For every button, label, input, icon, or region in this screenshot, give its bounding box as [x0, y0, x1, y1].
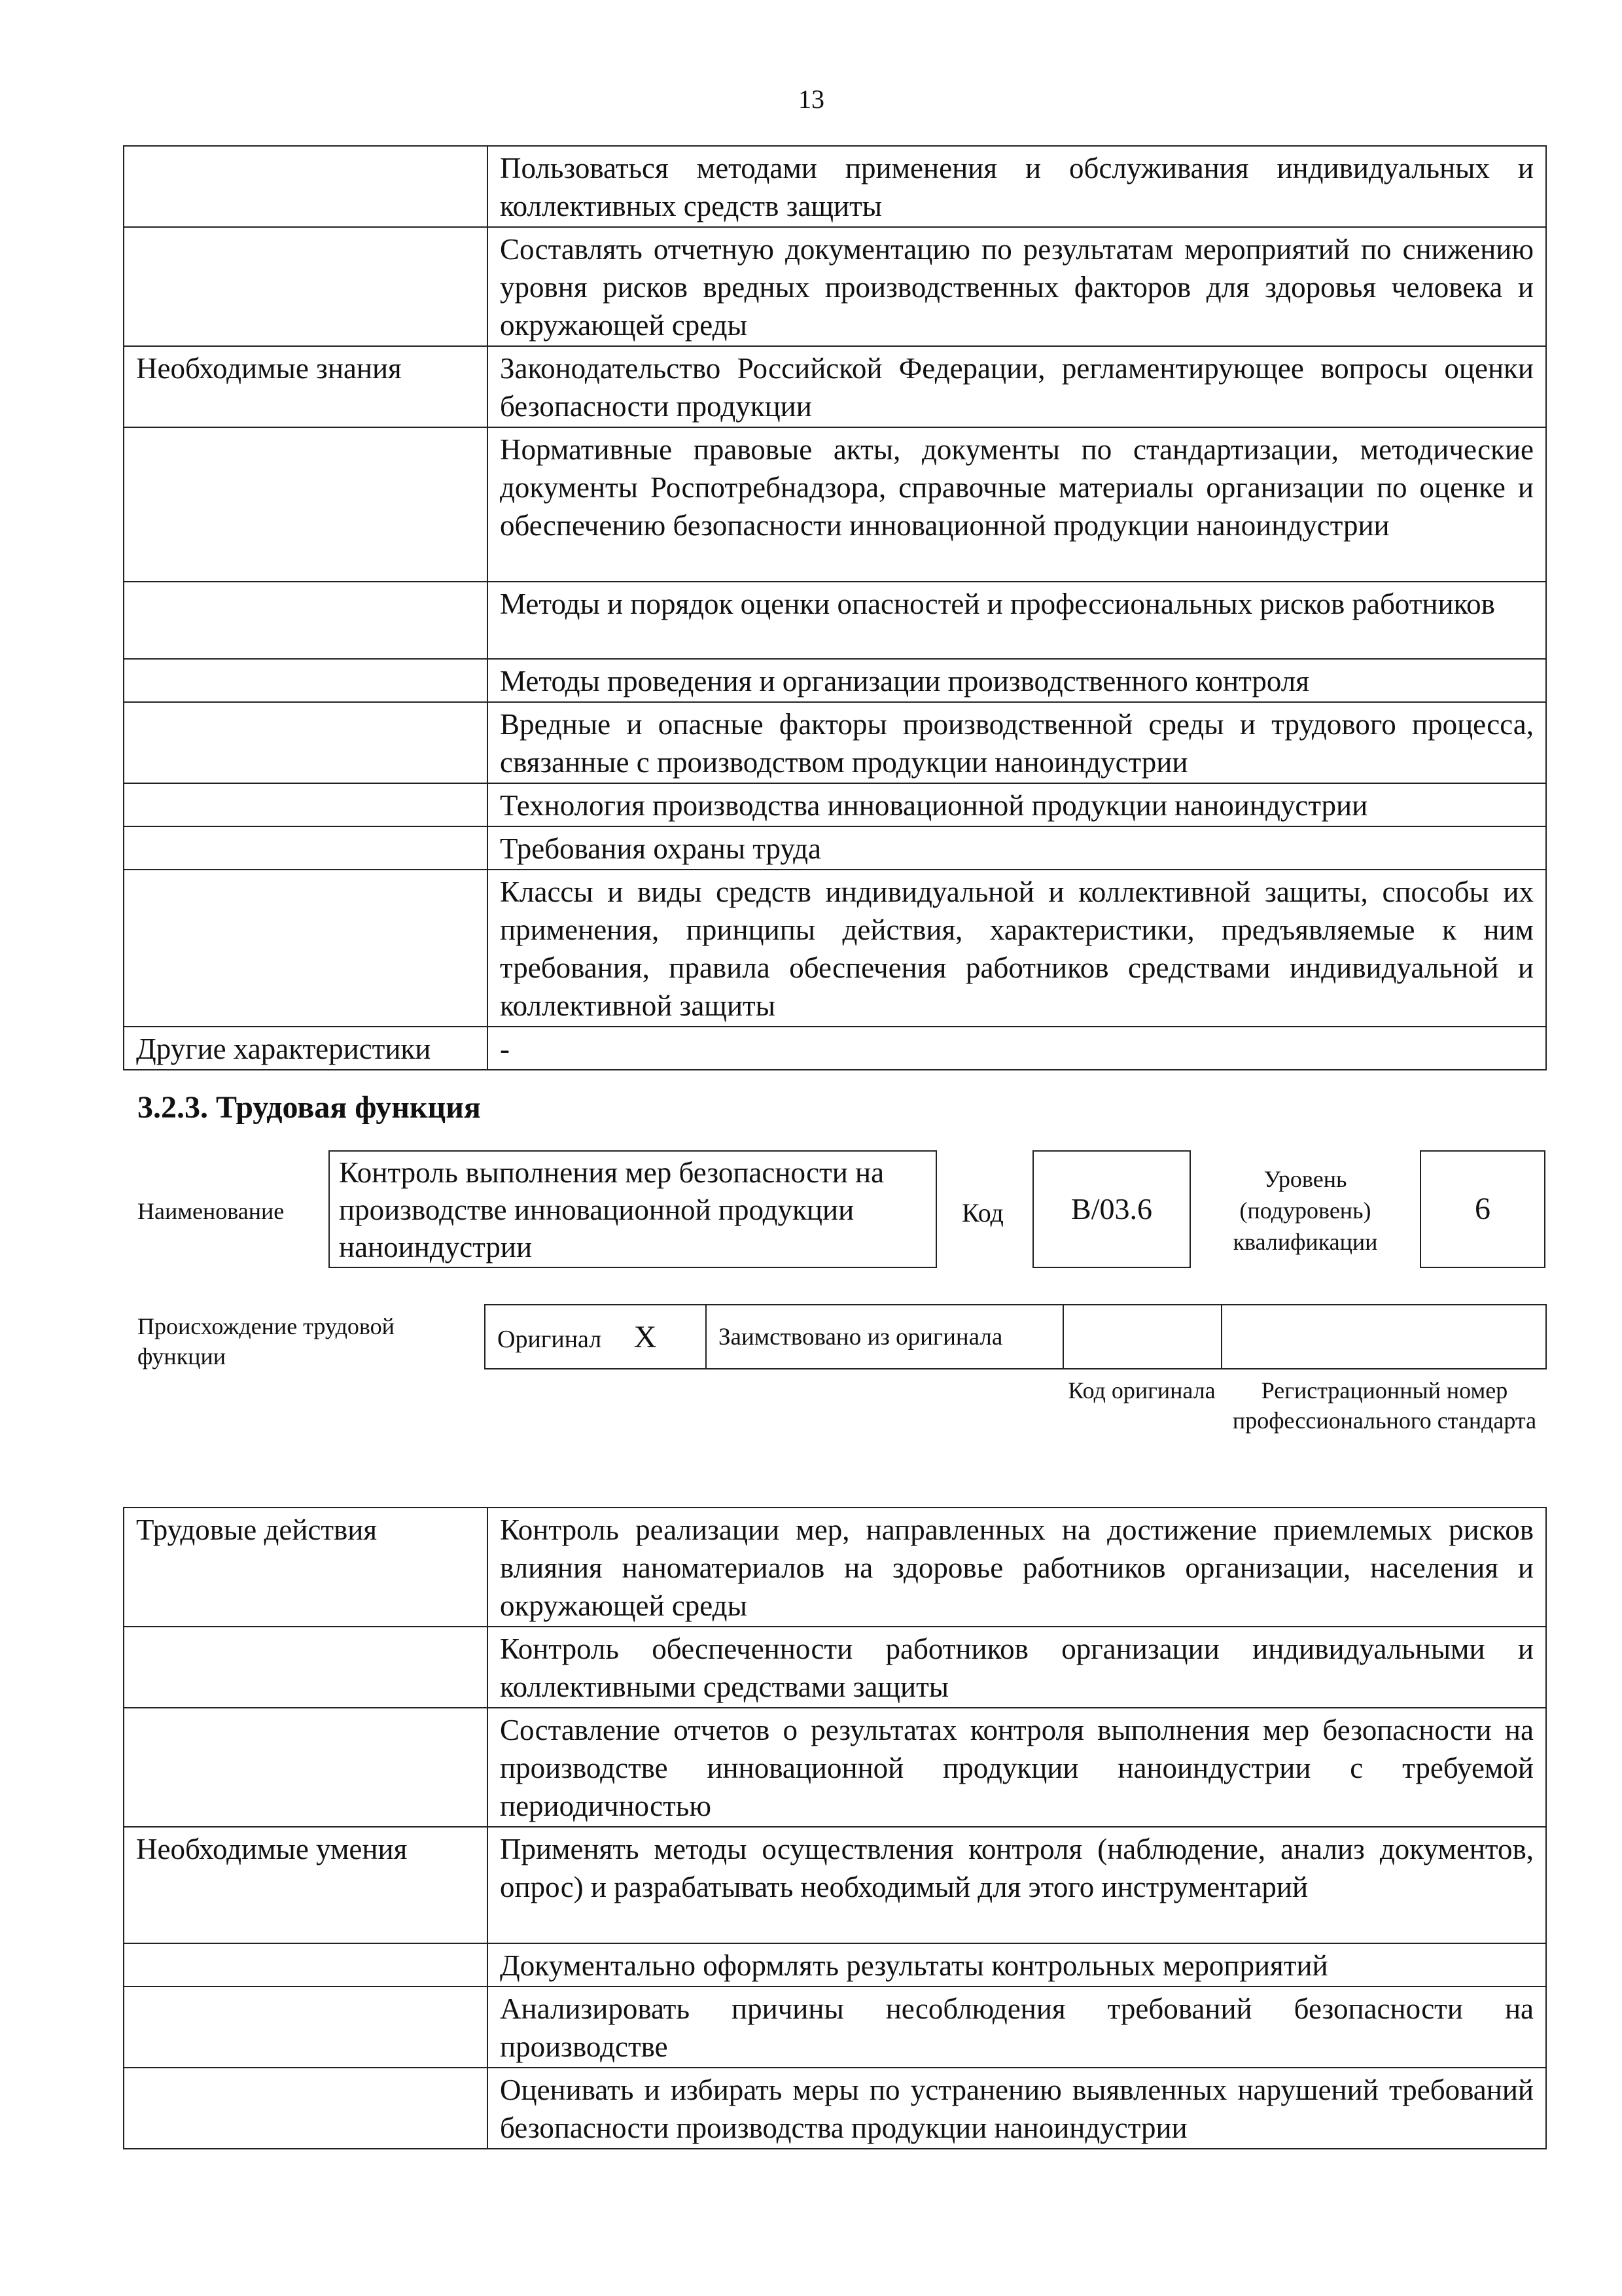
row-label: [124, 702, 487, 783]
row-value: Нормативные правовые акты, документы по стандартизации, методические документы Роспотребнадзора, справочные материалы организации по оценке и обеспечению безопасности инновационной продукции наноиндустрии: [487, 427, 1546, 582]
table-row: [124, 1027, 1546, 1070]
row-value: Применять методы осуществления контроля (наблюдение, анализ документов, опрос) и разрабатывать необходимый для этого инструментарий: [487, 1827, 1546, 1943]
page-number: 13: [798, 84, 824, 114]
row-value: Пользоваться методами применения и обслуживания индивидуальных и коллективных средств защиты: [487, 146, 1546, 227]
row-label: Необходимые умения: [124, 1827, 487, 1943]
row-label: [124, 582, 487, 659]
row-value: Контроль реализации мер, направленных на достижение приемлемых рисков влияния наноматериалов на здоровье работников организации, населения и окружающей среды: [487, 1508, 1546, 1627]
table-row: [124, 227, 1546, 346]
original-mark: X: [633, 1319, 657, 1354]
row-value: Составлять отчетную документацию по результатам мероприятий по снижению уровня рисков вредных производственных факторов для здоровья человека и окружающей среды: [487, 227, 1546, 346]
table-row: [124, 659, 1546, 702]
row-label: [124, 1627, 487, 1708]
row-value: Контроль обеспеченности работников организации индивидуальными и коллективными средствами защиты: [487, 1627, 1546, 1708]
table-row: [124, 702, 1546, 783]
original-label: Оригинал: [497, 1325, 602, 1353]
name-label: Наименование: [137, 1198, 285, 1224]
origin-label: Происхождение трудовой функции: [137, 1313, 395, 1369]
row-value: -: [487, 1027, 1546, 1070]
row-value: Оценивать и избирать меры по устранению выявленных нарушений требований безопасности производства продукции наноиндустрии: [487, 2068, 1546, 2149]
row-value: Методы проведения и организации производственного контроля: [487, 659, 1546, 702]
row-label: [124, 227, 487, 346]
table-row: [124, 2068, 1546, 2149]
table-row: [124, 783, 1546, 826]
row-value: Классы и виды средств индивидуальной и коллективной защиты, способы их применения, принципы действия, характеристики, предъявляемые к ним требования, правила обеспечения работников средствами индивидуальной и коллективной защиты: [487, 870, 1546, 1027]
row-value: Технология производства инновационной продукции наноиндустрии: [487, 783, 1546, 826]
row-value: Анализировать причины несоблюдения требований безопасности на производстве: [487, 1987, 1546, 2068]
row-label: [124, 146, 487, 227]
level-value: 6: [1475, 1192, 1490, 1226]
table-row: [124, 427, 1546, 582]
table-row: [124, 1827, 1546, 1943]
row-label: [124, 870, 487, 1027]
row-value: Требования охраны труда: [487, 826, 1546, 870]
row-label: [124, 1987, 487, 2068]
table-row: [124, 146, 1546, 227]
code-label: Код: [962, 1198, 1004, 1227]
row-label: [124, 427, 487, 582]
row-label: [124, 1708, 487, 1827]
table-row: [124, 346, 1546, 427]
row-label: [124, 783, 487, 826]
table-row: [124, 1987, 1546, 2068]
borrowed-cell: [706, 1305, 1063, 1369]
registration-number-cell: [1222, 1305, 1546, 1369]
row-value: Методы и порядок оценки опасностей и профессиональных рисков работников: [487, 582, 1546, 659]
row-value: Документально оформлять результаты контрольных мероприятий: [487, 1943, 1546, 1987]
row-value: Составление отчетов о результатах контроля выполнения мер безопасности на производстве инновационной продукции наноиндустрии с требуемой периодичностью: [487, 1708, 1546, 1827]
borrowed-label: Заимствовано из оригинала: [718, 1323, 1003, 1351]
code-value: B/03.6: [1071, 1192, 1152, 1226]
original-cell: [485, 1305, 706, 1369]
name-value: Контроль выполнения мер безопасности на производстве инновационной продукции наноиндустрии: [339, 1156, 885, 1263]
row-label: Необходимые знания: [124, 346, 487, 427]
registration-number-caption: Регистрационный номер профессионального стандарта: [1232, 1377, 1537, 1434]
row-value: Законодательство Российской Федерации, регламентирующее вопросы оценки безопасности продукции: [487, 346, 1546, 427]
requirements-table-continued: [123, 145, 1547, 1070]
row-label: Другие характеристики: [124, 1027, 487, 1070]
code-value-box: [1032, 1150, 1191, 1268]
original-code-cell: [1063, 1305, 1222, 1369]
row-value: Вредные и опасные факторы производственной среды и трудового процесса, связанные с производством продукции наноиндустрии: [487, 702, 1546, 783]
table-row: [124, 1943, 1546, 1987]
labor-function-table: [123, 1507, 1547, 2149]
row-label: [124, 826, 487, 870]
origin-table: [484, 1304, 1547, 1369]
table-row: [124, 582, 1546, 659]
original-code-caption: Код оригинала: [1068, 1377, 1216, 1404]
table-row: [124, 826, 1546, 870]
table-row: [124, 1508, 1546, 1627]
level-label: Уровень (подуровень) квалификации: [1233, 1166, 1378, 1255]
section-title: 3.2.3. Трудовая функция: [137, 1090, 481, 1125]
level-value-box: [1420, 1150, 1545, 1268]
name-value-box: [328, 1150, 937, 1268]
table-row: [124, 1708, 1546, 1827]
row-label: [124, 659, 487, 702]
table-row: [124, 1627, 1546, 1708]
row-label: Трудовые действия: [124, 1508, 487, 1627]
row-label: [124, 1943, 487, 1987]
table-row: [124, 870, 1546, 1027]
row-label: [124, 2068, 487, 2149]
